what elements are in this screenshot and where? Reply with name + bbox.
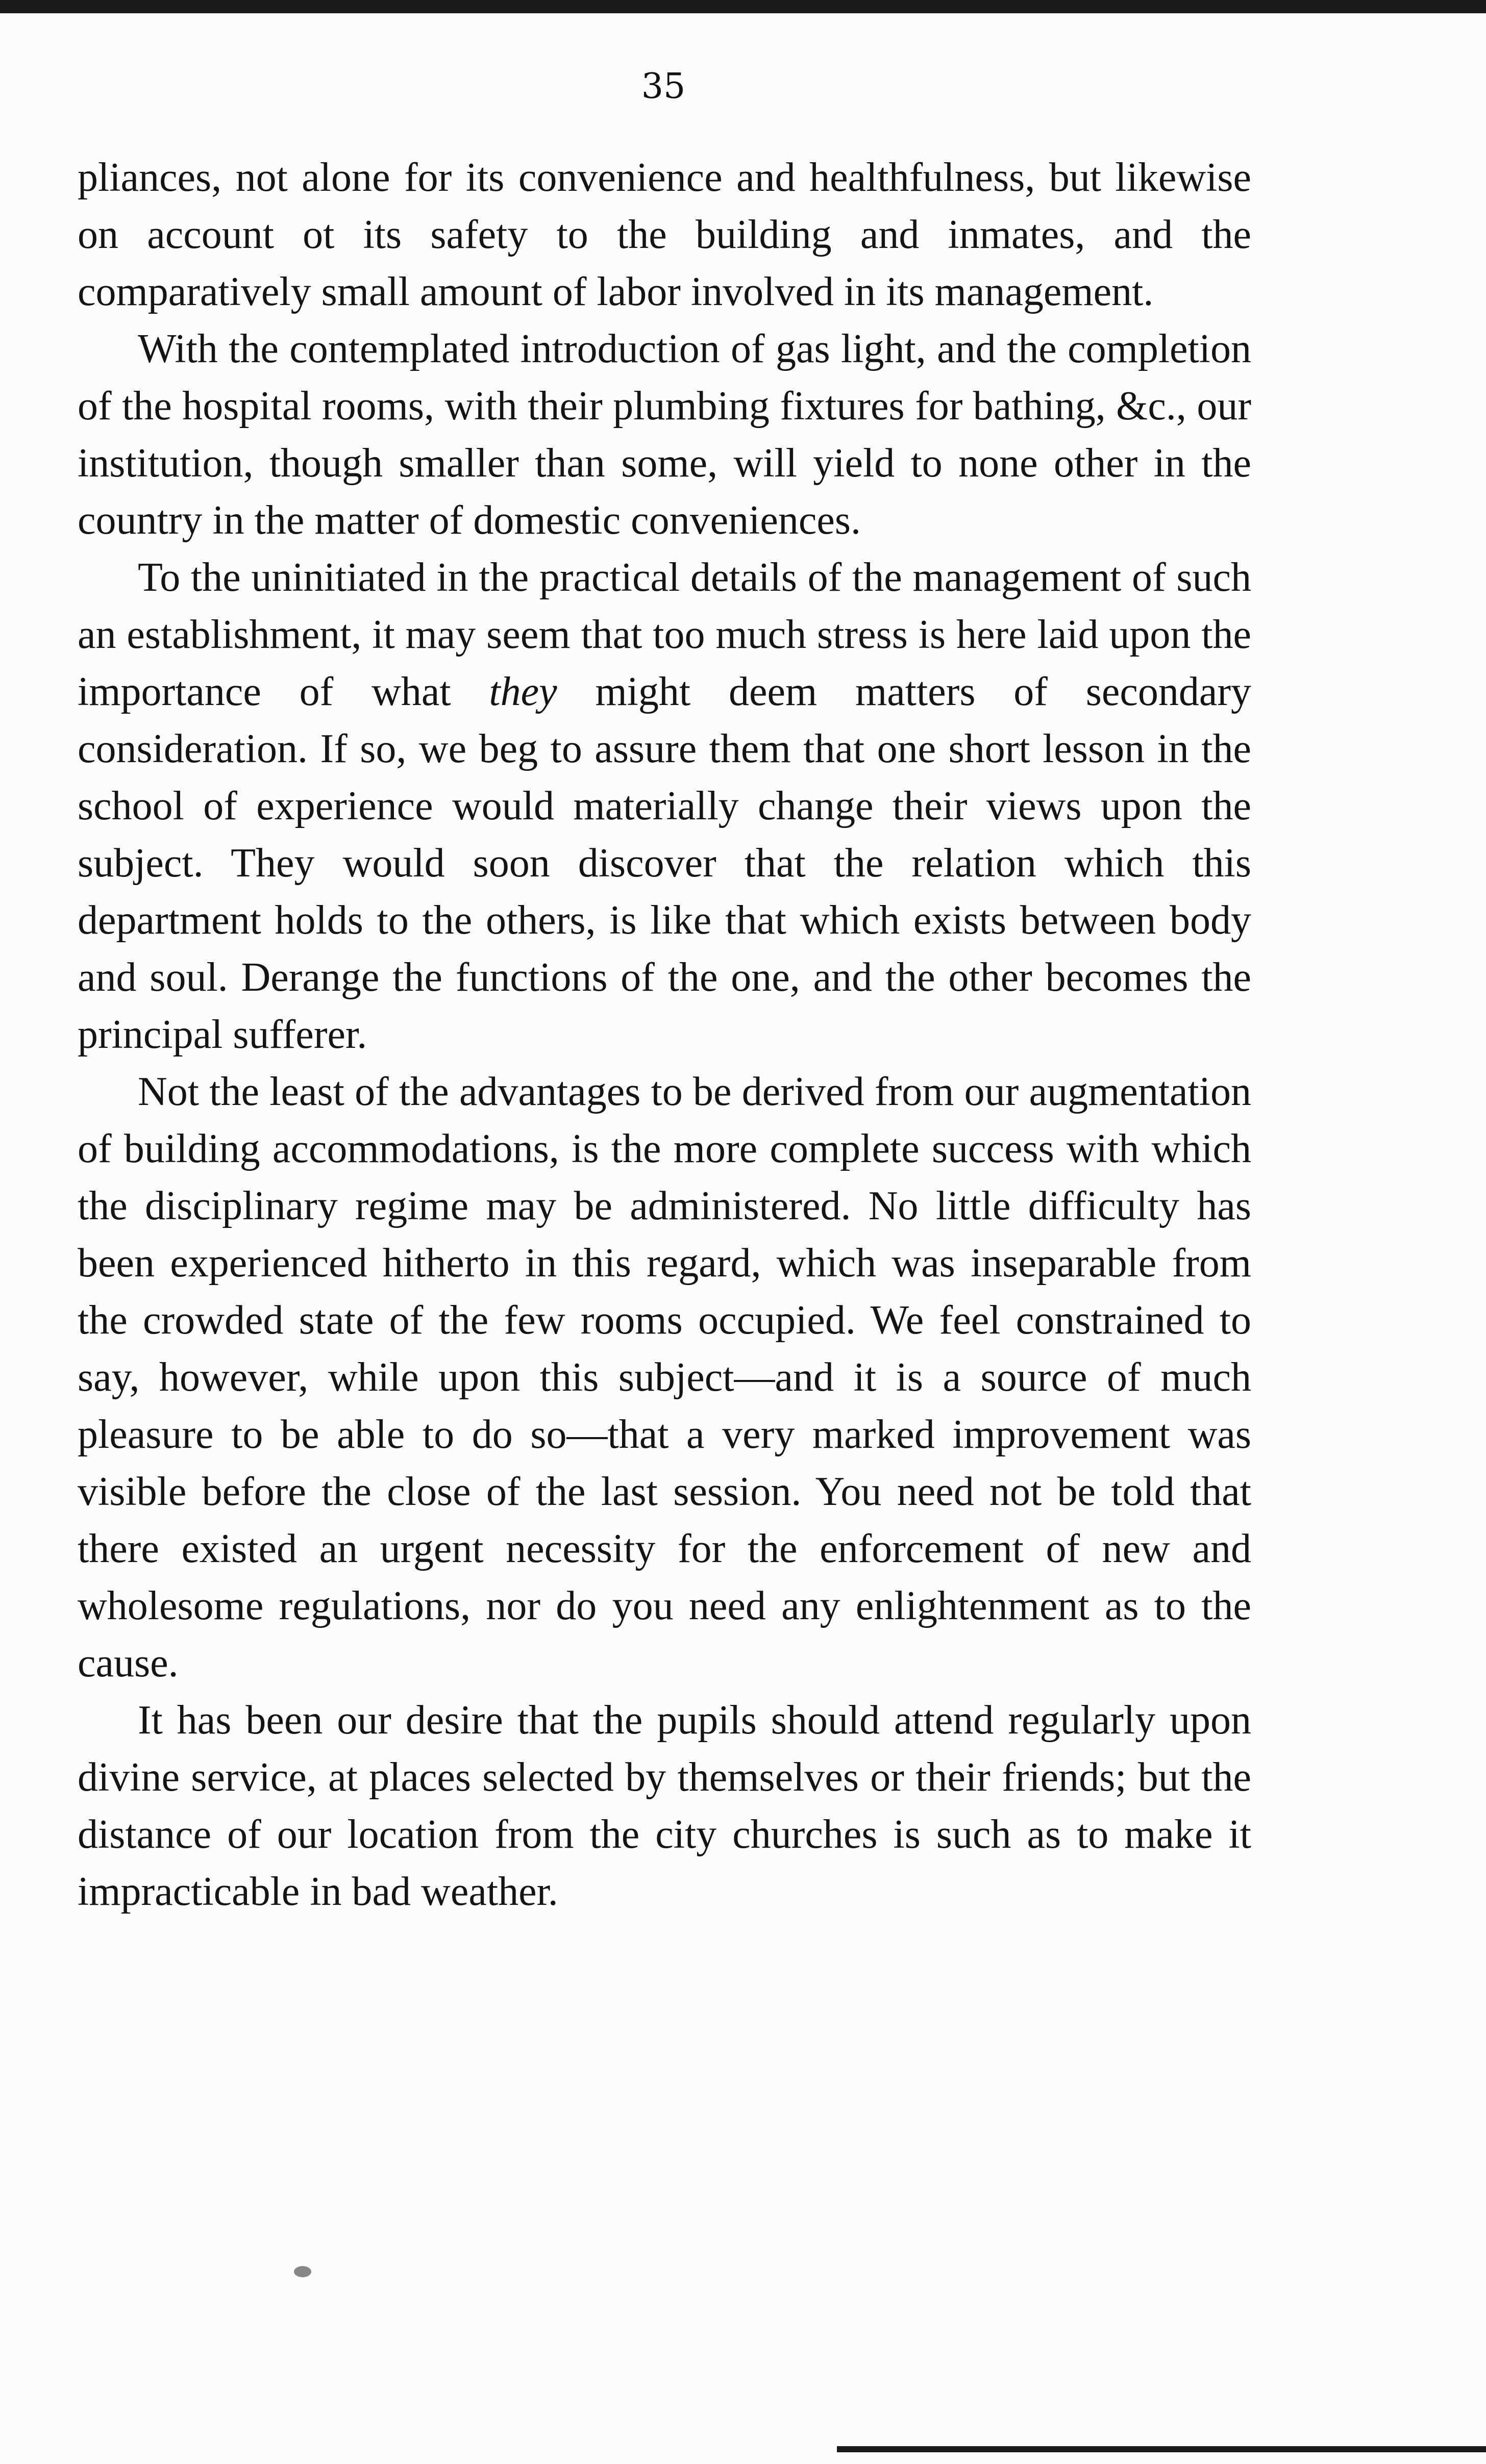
paragraph-management-after: might deem matters of secondary consideration. If so, we beg to assure them that one short lesson in the school of experience would materially change their views upon the subject. They would soon discover that the relation which this department holds to the others, is like that which exists between body and soul. Derange the functions of the one, and the other becomes the principal sufferer. bbox=[78, 669, 1251, 1057]
bottom-edge-rule bbox=[837, 2446, 1486, 2452]
paragraph-gas-light: With the contemplated introduction of gas light, and the completion of the hospital rooms, with their plumbing fixtures for bathing, &c., our institution, though smaller than some, will yield to none other in the country in the matter of domestic conveniences. bbox=[78, 326, 1251, 543]
body-text bbox=[78, 149, 1251, 1920]
paragraph-continuation: pliances, not alone for its convenience and healthfulness, but likewise on account ot its safety to the building and inmates, and the comparatively small amount of labor involved in its management. bbox=[78, 155, 1251, 314]
paragraph-management-before: To the uninitiated in the practical details of the management of such an establishment, it may seem that too much stress is here laid upon the importance of what bbox=[78, 555, 1251, 714]
paragraph-management bbox=[78, 549, 1251, 1063]
emphasis-they: they bbox=[489, 669, 557, 714]
paragraph-divine-service: It has been our desire that the pupils should attend regularly upon divine service, at places selected by themselves or their friends; but the distance of our location from the city churches is such as to make it impracticable in bad weather. bbox=[78, 1698, 1251, 1914]
page-number: 35 bbox=[641, 66, 686, 107]
paragraph-discipline: Not the least of the advantages to be derived from our augmentation of building accommodations, is the more complete success with which the disciplinary regime may be administered. No little difficulty has been experienced hitherto in this regard, which was inseparable from the crowded state of the few rooms occupied. We feel constrained to say, however, while upon this subject—and it is a source of much pleasure to be able to do so—that a very marked improvement was visible before the close of the last session. You need not be told that there existed an urgent necessity for the enforcement of new and wholesome regulations, nor do you need any enlightenment as to the cause. bbox=[78, 1069, 1251, 1686]
top-edge-rule bbox=[0, 0, 1486, 13]
ink-smudge bbox=[294, 2266, 311, 2277]
